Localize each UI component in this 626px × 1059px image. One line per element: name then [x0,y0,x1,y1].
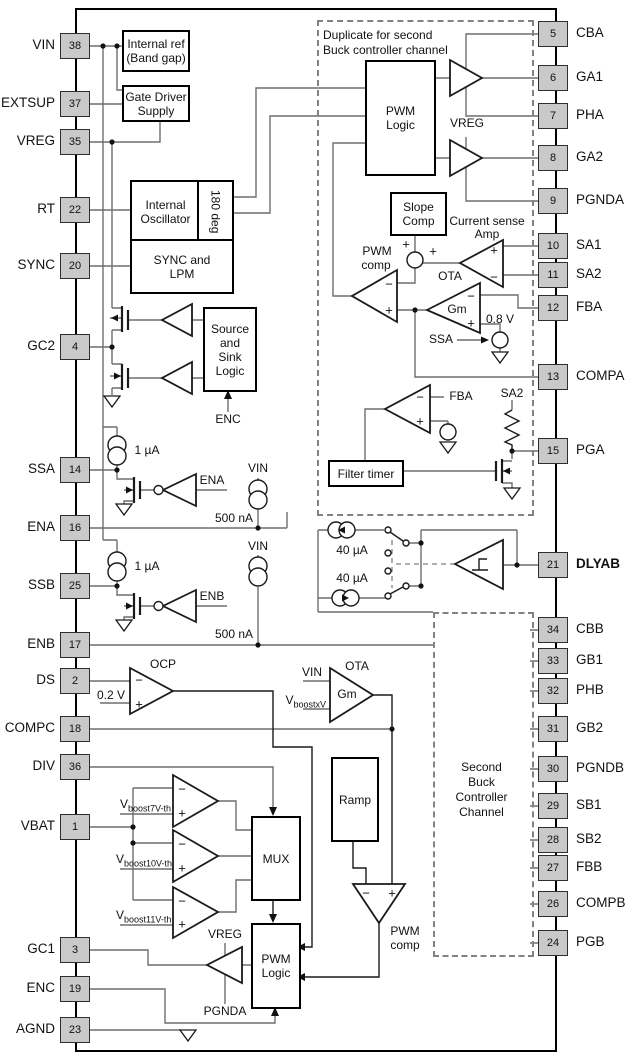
pwm-comp-a-2 [361,258,390,272]
pin-number: 20 [68,260,82,272]
comparator-sign: + [467,315,475,331]
one-ua-a [135,443,160,457]
pin-number: 9 [549,195,557,207]
pin-gb2 [538,716,568,742]
second-buck-note [433,758,530,822]
pin-label-vbat [0,818,55,833]
current-sense-2-text: Amp [474,227,500,241]
pin-cba [538,21,568,47]
ua40-2 [336,571,368,585]
pin-vin [60,33,90,59]
pin-number: 27 [546,862,560,874]
source-sink-logic-text: Logic [215,363,245,378]
pin-label-text: EXTSUP [0,95,55,110]
pin-label-gc1 [0,941,55,956]
pwm-comp-a-2-text: comp [361,258,391,272]
pin-label-text: GA2 [576,149,604,164]
filter-timer [328,460,404,487]
pin-pgnda [538,188,568,214]
pin-label-text: PGA [576,442,605,457]
pin-ssb [60,573,90,599]
comparator-sign: − [385,276,393,292]
slope-comp [390,192,447,236]
pin-label-text: ENC [26,980,55,995]
pin-label-cbb [576,621,604,636]
pwm-comp-b-1-text: PWM [390,924,420,938]
current-sense-1-text: Current sense [449,214,525,228]
pin-label-text: COMPB [576,895,626,910]
pin-enb [60,632,90,658]
pin-label-ena [0,519,55,534]
pin-label-text: COMPC [4,720,55,735]
pin-label-pgb [576,934,605,949]
pwm-comp-b-2 [390,938,419,952]
gate-driver-supply-text: Supply [137,103,175,118]
pin-sb1 [538,793,568,819]
pin-extsup [60,91,90,117]
vreg-ga2-text: VREG [449,116,485,130]
comparator-sign: + [416,413,424,429]
comparator-sign: + [178,860,186,876]
pin-gb1 [538,648,568,674]
pin-number: 6 [549,72,557,84]
pin-number: 3 [71,944,79,956]
pin-label-text: CBA [576,25,604,40]
pin-number: 13 [546,371,560,383]
pin-sb2 [538,827,568,853]
source-sink-logic-text: Source [210,321,250,336]
comparator-sign: − [135,672,143,688]
pin-number: 38 [68,40,82,52]
mux-text: MUX [262,851,290,866]
pin-label-text: VREG [16,133,55,148]
gate-driver-supply [122,85,190,122]
na500-a [215,511,253,525]
pin-label-text: SSA [27,461,55,476]
pin-compb [538,891,568,917]
pin-number: 21 [546,559,560,571]
vin-b-text: VIN [247,539,269,553]
pin-label-sb2 [576,831,602,846]
v-boost7-sub: boost7V-th [128,803,172,814]
v-boost10-main: V [116,852,125,866]
pin-number: 34 [546,624,560,636]
pin-gc1 [60,937,90,963]
comparator-sign: − [490,269,498,285]
pin-number: 8 [549,152,557,164]
pin-label-rt [0,201,55,216]
sync-and-lpm [130,239,234,294]
pin-fbb [538,855,568,881]
pin-number: 37 [68,98,82,110]
ssa-ref [429,332,453,346]
pin-pgndb [538,756,568,782]
gm-b [337,687,356,701]
pin-label-enc [0,980,55,995]
pwm-logic-a [365,60,436,176]
deg-180 [197,180,234,243]
ocp [150,657,176,671]
pin-label-vreg [0,133,55,148]
pin-label-gc2 [0,338,55,353]
pin-label-sa1 [576,237,602,252]
comparator-sign: − [178,893,186,909]
pin-label-compa [576,368,625,383]
pin-fba [538,295,568,321]
pin-label-cba [576,25,604,40]
pin-label-ssb [0,577,55,592]
pin-number: 24 [546,937,560,949]
comparator-sign: − [467,288,475,304]
internal-ref-text: (Band gap) [126,51,186,65]
comparator-sign: − [362,885,370,901]
pin-label-text: GB1 [576,652,604,667]
internal-oscillator-text: Internal [145,197,186,212]
pin-label-sync [0,257,55,272]
pin-label-vin [0,37,55,52]
pin-label-text: VIN [32,37,55,52]
ocp-text: OCP [149,657,177,671]
sync-and-lpm-text: LPM [169,266,195,281]
vin-ota [302,665,322,679]
comparator-sign: + [490,242,498,258]
pin-label-pgnda [576,192,624,207]
enb-ref [200,589,225,603]
second-buck-note-text: Channel [459,805,504,819]
pin-dlyab [538,552,568,578]
sa2-ref-text: SA2 [500,386,524,400]
deg-180-text: 180 deg [208,189,223,234]
comparator-sign: + [178,916,186,932]
pin-sync [60,253,90,279]
na500-a-text: 500 nA [214,511,254,525]
one-ua-b-text: 1 µA [134,559,160,573]
pin-label-text: ENB [27,636,55,651]
pin-number: 17 [68,639,82,651]
v-0p2 [97,688,125,702]
pin-ena [60,515,90,541]
pin-number: 31 [546,723,560,735]
vreg-gc1 [208,927,242,941]
comparator-sign: − [178,836,186,852]
pin-number: 5 [549,28,557,40]
gate-driver-supply-text: Gate Driver [125,89,187,104]
v-boost11 [116,908,171,924]
comparator-sign: + [388,885,396,901]
source-sink-logic-text: and [219,335,241,350]
fba-ref [449,389,472,403]
pin-phb [538,678,568,704]
pin-label-ga1 [576,69,603,84]
pin-number: 11 [547,269,559,281]
pwm-comp-a-1-text: PWM [362,244,392,258]
pin-label-dlyab [576,556,620,571]
duplicate-note-text: Duplicate for second [323,28,433,42]
comparator-sign: − [416,389,424,405]
pin-label-enb [0,636,55,651]
pin-rt [60,197,90,223]
pin-number: 14 [68,464,82,476]
sync-and-lpm-text: SYNC and [153,252,211,267]
internal-ref-text: Internal ref [127,37,185,51]
pin-label-text: DS [36,672,55,687]
pin-label-extsup [0,95,55,110]
comparator-sign: + [402,236,410,252]
pin-label-text: ENA [27,519,55,534]
pwm-logic-a-text: PWM [385,104,416,118]
pin-sa2 [538,262,568,288]
pin-div [60,754,90,780]
pin-number: 28 [546,834,560,846]
ota-b [345,659,369,673]
pin-number: 16 [68,522,82,534]
v-boost7-main: V [120,797,129,811]
v-boostxv-main: V [285,693,294,707]
ramp [331,757,379,842]
gm-a [447,302,466,316]
v-boost11-sub: boost11V-th [124,914,172,925]
pin-number: 36 [68,761,82,773]
v-0p8-text: 0.8 V [485,312,515,326]
pin-ga2 [538,145,568,171]
pin-label-text: SSB [27,577,55,592]
pin-number: 32 [546,685,560,697]
pin-label-text: AGND [15,1021,55,1036]
second-buck-note-text: Second [461,760,502,774]
internal-ref [122,30,190,72]
pin-number: 12 [546,302,560,314]
current-sense-1 [449,214,524,228]
second-buck-note-text: Controller [455,790,508,804]
pin-number: 30 [546,763,560,775]
pin-label-text: SA1 [576,237,602,252]
pin-number: 18 [68,723,82,735]
duplicate-note-text: Buck controller channel [323,43,448,57]
pin-label-text: GA1 [576,69,604,84]
vreg-gc1-text: VREG [207,927,243,941]
pin-number: 33 [546,655,560,667]
comparator-sign: + [385,302,393,318]
pin-pha [538,103,568,129]
v-0p8 [486,312,514,326]
pin-label-gb1 [576,652,603,667]
pin-label-ds [0,672,55,687]
vin-b [248,539,268,553]
pin-label-div [0,758,55,773]
enc-ref-text: ENC [215,412,241,426]
gm-b-text: Gm [337,687,357,701]
vin-a [248,461,268,475]
pin-label-text: PHB [576,682,604,697]
v-boost7 [120,797,171,813]
ua40-1 [336,543,368,557]
pin-pgb [538,930,568,956]
pin-label-pga [576,442,605,457]
na500-b-text: 500 nA [214,627,254,641]
pin-label-text: SB1 [576,797,602,812]
pwm-logic-a-text: Logic [386,118,415,132]
vreg-ga2 [450,116,484,130]
v-boost10-sub: boost10V-th [124,858,173,869]
vin-a-text: VIN [247,461,269,475]
sa2-ref [501,386,524,400]
slope-comp-text: Slope [403,200,434,214]
pgnda-gc1-text: PGNDA [203,1004,247,1018]
pin-label-fbb [576,859,602,874]
pin-label-text: CBB [576,621,604,636]
pin-label-text: PHA [576,107,604,122]
pin-label-text: GC1 [27,941,55,956]
pin-number: 22 [68,204,82,216]
pin-number: 23 [68,1024,82,1036]
pin-label-text: RT [37,201,55,216]
pin-number: 7 [549,110,557,122]
pin-number: 29 [546,800,560,812]
v-boostxv-sub: boostxV [293,699,326,710]
comparator-sign: − [178,781,186,797]
pin-label-ga2 [576,149,603,164]
pin-label-text: FBB [576,859,603,874]
enc-ref [215,412,240,426]
source-sink-logic [203,307,257,392]
fba-ref-text: FBA [449,389,473,403]
v-boost10 [116,852,172,868]
pin-label-sb1 [576,797,602,812]
ssa-ref-text: SSA [428,332,454,346]
pin-label-fba [576,299,602,314]
pin-vreg [60,129,90,155]
pin-number: 2 [71,675,79,687]
pwm-comp-b-2-text: comp [390,938,420,952]
pin-number: 26 [546,898,560,910]
pin-label-text: PGNDB [576,760,625,775]
pin-pga [538,438,568,464]
pin-number: 19 [68,983,82,995]
ramp-text: Ramp [338,792,371,807]
pin-label-ssa [0,461,55,476]
pin-number: 25 [68,580,82,592]
comparator-sign: + [135,696,143,712]
pin-ds [60,668,90,694]
source-sink-logic-text: Sink [218,349,242,364]
pin-label-text: SB2 [576,831,602,846]
filter-timer-text: Filter timer [337,466,395,481]
na500-b [215,627,253,641]
pwm-logic-b [251,923,301,1009]
pin-label-text: DIV [32,758,55,773]
pin-label-compc [0,720,55,735]
ota-a-text: OTA [438,269,462,283]
pin-label-compb [576,895,626,910]
pin-label-text: PGB [576,934,605,949]
pin-label-text: SA2 [576,266,602,281]
v-0p2-text: 0.2 V [96,688,126,702]
pwm-logic-b-text: Logic [261,966,291,980]
pin-label-text: COMPA [576,368,625,383]
pin-label-sa2 [576,266,602,281]
comparator-sign: + [178,805,186,821]
pin-label-text: GC2 [27,338,55,353]
one-ua-b [135,559,160,573]
pin-ssa [60,457,90,483]
pin-label-text: PGNDA [576,192,625,207]
ena-ref-text: ENA [199,473,225,487]
enb-ref-text: ENB [199,589,225,603]
one-ua-a-text: 1 µA [134,443,160,457]
pwm-logic-b-text: PWM [261,952,291,966]
current-sense-2 [475,227,500,241]
pgnda-gc1 [204,1004,247,1018]
internal-oscillator-text: Oscillator [140,211,191,226]
pin-cbb [538,617,568,643]
pin-label-phb [576,682,604,697]
pin-label-text: SYNC [17,257,55,272]
second-buck-note-text: Buck [468,775,495,789]
pwm-comp-a-1 [362,244,391,258]
pin-label-text: DLYAB [576,556,621,571]
vin-ota-text: VIN [301,665,323,679]
comparator-sign: + [429,243,437,259]
mux [251,816,301,901]
ua40-2-text: 40 µA [336,571,368,585]
ena-ref [200,473,225,487]
v-boost11-main: V [116,908,125,922]
v-boostxv [285,693,326,709]
pin-label-text: FBA [576,299,603,314]
pin-number: 35 [68,136,82,148]
pin-label-pgndb [576,760,624,775]
pin-gc2 [60,334,90,360]
ota-b-text: OTA [345,659,369,673]
pin-ga1 [538,65,568,91]
pin-number: 4 [71,341,79,353]
ota-a [438,269,462,283]
pin-label-text: VBAT [20,818,55,833]
pin-sa1 [538,233,568,259]
slope-comp-text: Comp [402,214,435,228]
pin-agnd [60,1017,90,1043]
gm-a-text: Gm [447,302,467,316]
ua40-1-text: 40 µA [336,543,368,557]
pin-compa [538,364,568,390]
duplicate-note [323,26,475,60]
pin-label-text: GB2 [576,720,604,735]
pin-enc [60,976,90,1002]
pin-number: 15 [546,445,560,457]
pin-vbat [60,814,90,840]
internal-oscillator [130,180,201,243]
pin-compc [60,716,90,742]
pin-number: 10 [546,240,560,252]
pin-label-gb2 [576,720,603,735]
pin-label-pha [576,107,604,122]
pin-number: 1 [71,821,79,833]
pin-label-agnd [0,1021,55,1036]
pwm-comp-b-1 [390,924,419,938]
